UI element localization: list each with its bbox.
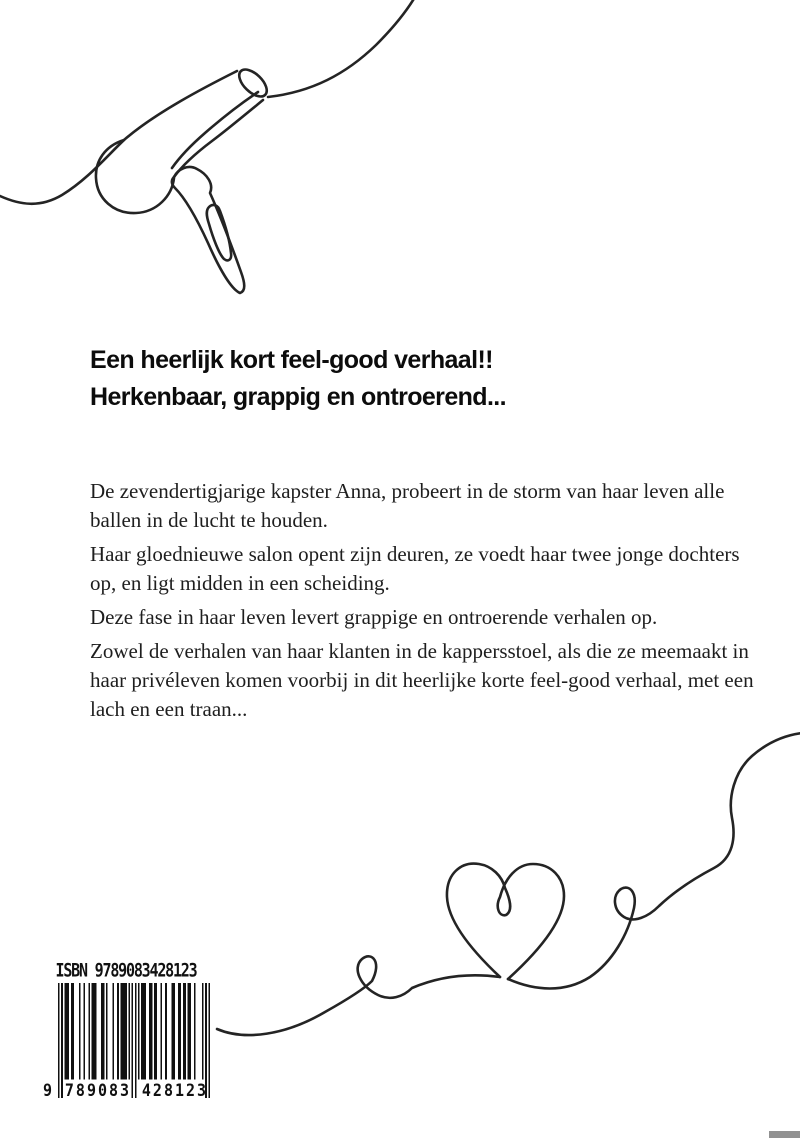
hair-dryer-line-art-icon xyxy=(0,0,800,340)
dryer-barrel-underside xyxy=(174,100,263,177)
tagline xyxy=(90,342,730,416)
barcode-digit-group2: 428123 xyxy=(141,1080,209,1101)
dryer-line-to-top xyxy=(268,0,415,97)
heart-outline xyxy=(447,864,564,979)
heart-exit-line xyxy=(508,733,800,989)
barcode-bars-area xyxy=(43,983,210,1103)
tagline-line-2: Herkenbaar, grappig en ontroerend... xyxy=(90,383,506,411)
synopsis xyxy=(90,477,758,729)
isbn-label: ISBN 9789083428123 xyxy=(55,959,197,982)
dryer-handle-slot xyxy=(207,205,231,260)
heart-lead-line xyxy=(217,956,500,1035)
dryer-barrel-inner-line xyxy=(172,92,258,168)
dryer-handle xyxy=(172,167,244,293)
isbn-barcode xyxy=(38,953,214,1113)
synopsis-paragraph: De zevendertigjarige kapster Anna, probeert in de storm van haar leven alle ballen in de lucht te houden. xyxy=(90,479,725,532)
tagline-line-1: Een heerlijk kort feel-good verhaal!! xyxy=(90,346,493,374)
heart-fill xyxy=(455,864,558,972)
corner-scan-artifact xyxy=(769,1131,800,1138)
synopsis-paragraph: Haar gloednieuwe salon opent zijn deuren, ze voedt haar twee jonge dochters op, en ligt midden in een scheiding. xyxy=(90,542,740,595)
barcode-digit-group1: 789083 xyxy=(64,1080,132,1101)
dryer-cord-line xyxy=(0,71,237,204)
dryer-nozzle xyxy=(235,65,272,102)
barcode-digit-lead: 9 xyxy=(43,1080,53,1101)
dryer-back-loop xyxy=(96,140,174,213)
synopsis-paragraph: Deze fase in haar leven levert grappige en ontroerende verhalen op. xyxy=(90,605,658,629)
synopsis-paragraph: Zowel de verhalen van haar klanten in de kappersstoel, als die ze meemaakt in haar privéleven komen voorbij in dit heerlijke korte feel-good verhaal, met een lach en een traan... xyxy=(90,639,754,721)
